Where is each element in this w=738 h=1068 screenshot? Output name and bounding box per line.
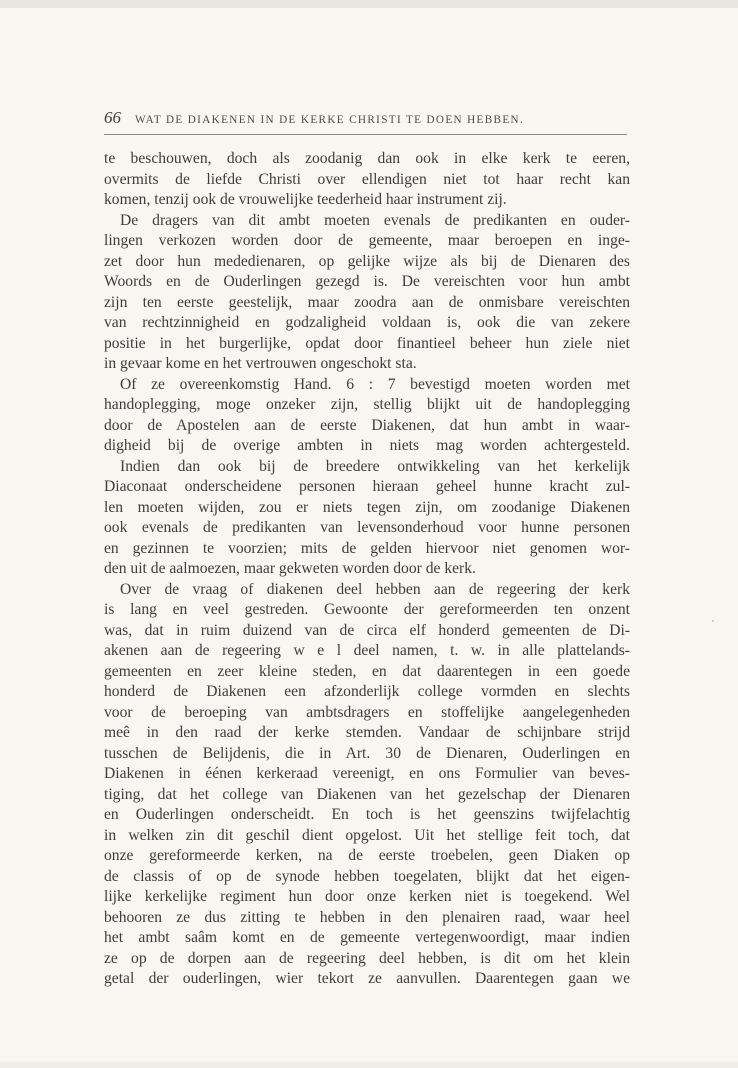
text-line: Woords en de Ouderlingen gezegd is. De vereischten voor hun ambt: [104, 273, 630, 290]
text-line: ze op de dorpen aan de regeering deel hebben, is dit om het klein: [104, 949, 630, 967]
text-line: zijn ten eerste geestelijk, maar zoodra aan de onmisbare vereischten: [104, 293, 630, 311]
text-line: de classis of op de synode hebben toegelaten, blijkt dat het eigen-: [104, 867, 630, 885]
text-line: Indien dan ook bij de breedere ontwikkeling van het kerkelijk: [120, 457, 630, 475]
body-text: [104, 149, 630, 990]
text-line: len moeten wijden, zou er niets tegen zijn, om zoodanige Diakenen: [104, 498, 630, 516]
text-line: akenen aan de regeering w e l deel namen, t. w. in alle plattelands-: [104, 642, 630, 659]
text-line: De dragers van dit ambt moeten evenals de predikanten en ouder-: [120, 211, 630, 229]
text-line: en gezinnen te voorzien; mits de gelden hiervoor niet genomen wor-: [104, 539, 630, 557]
text-line: digheid bij de overige ambten in niets mag worden achtergesteld.: [104, 437, 630, 454]
text-line: van rechtzinnigheid en godzaligheid voldaan is, ook die van zekere: [104, 314, 630, 331]
scan-speck: [712, 620, 714, 622]
text-line: gemeenten en zeer kleine steden, en dat daarentegen in een goede: [104, 662, 630, 680]
text-line: tusschen de Belijdenis, die in Art. 30 de Dienaren, Ouderlingen en: [104, 744, 630, 762]
text-line: zet door hun mededienaren, op gelijke wijze als bij de Dienaren des: [104, 252, 630, 270]
text-line: onze gereformeerde kerken, na de eerste troebelen, geen Diaken op: [104, 847, 630, 864]
text-line: komen, tenzij ook de vrouwelijke teederheid haar instrument zij.: [104, 191, 507, 208]
text-line: Diakenen in éénen kerkeraad vereenigt, en ons Formulier van beves-: [104, 765, 630, 782]
text-line: Of ze overeenkomstig Hand. 6 : 7 bevestigd moeten worden met: [120, 375, 630, 393]
text-line: positie in het burgerlijke, opdat door finantieel beheer hun ziele niet: [104, 334, 630, 352]
text-line: lingen verkozen worden door de gemeente, maar beroepen en inge-: [104, 232, 630, 249]
text-line: het ambt saâm komt en de gemeente vertegenwoordigt, maar indien: [104, 929, 630, 946]
scan-bottom-edge: [0, 1062, 738, 1068]
page-number: 66: [104, 108, 121, 127]
text-line: ook evenals de predikanten van levensonderhoud voor hunne personen: [104, 519, 630, 536]
text-line: honderd de Diakenen een afzonderlijk college vormden en slechts: [104, 683, 630, 700]
text-line: lijke kerkelijke regiment hun door onze kerken niet is toegekend. Wel: [104, 888, 630, 905]
text-line: was, dat in ruim duizend van de circa elf honderd gemeenten de Di-: [104, 621, 630, 639]
text-line: door de Apostelen aan de eerste Diakenen, dat hun ambt in waar-: [104, 416, 630, 434]
text-line: Diaconaat onderscheidene personen hieraan geheel hunne kracht zul-: [104, 478, 630, 495]
text-line: voor de beroeping van ambtsdragers en stoffelijke aangelegenheden: [104, 703, 630, 721]
text-line: handoplegging, moge onzeker zijn, stellig blijkt uit de handoplegging: [104, 396, 630, 413]
text-line: Over de vraag of diakenen deel hebben aan de regeering der kerk: [120, 580, 630, 598]
text-line: in welken zin dit geschil dient opgelost. Uit het stellige feit toch, dat: [104, 826, 630, 844]
text-line: getal der ouderlingen, wier tekort ze aanvullen. Daarentegen gaan we: [104, 970, 630, 987]
text-line: is lang en veel gestreden. Gewoonte der gereformeerden ten onzent: [104, 601, 630, 618]
text-line: tiging, dat het college van Diakenen van het gezelschap der Dienaren: [104, 785, 630, 803]
text-line: en Ouderlingen onderscheidt. En toch is het geenszins twijfelachtig: [104, 806, 630, 823]
running-title: WAT DE DIAKENEN IN DE KERKE CHRISTI TE DOEN HEBBEN.: [135, 114, 525, 126]
text-line: in gevaar kome en het vertrouwen ongeschokt sta.: [104, 355, 417, 372]
scan-top-edge: [0, 0, 738, 8]
text-line: meê in den raad der kerke stemden. Vandaar de schijnbare strijd: [104, 724, 630, 741]
text-line: behooren ze dus zitting te hebben in den plenairen raad, waar heel: [104, 908, 630, 926]
text-line: overmits de liefde Christi over ellendigen niet tot haar recht kan: [104, 170, 630, 188]
header-rule: [104, 134, 627, 135]
running-header: [104, 108, 634, 132]
text-line: den uit de aalmoezen, maar gekweten worden door de kerk.: [104, 560, 476, 577]
text-line: te beschouwen, doch als zoodanig dan ook in elke kerk te eeren,: [104, 150, 630, 167]
